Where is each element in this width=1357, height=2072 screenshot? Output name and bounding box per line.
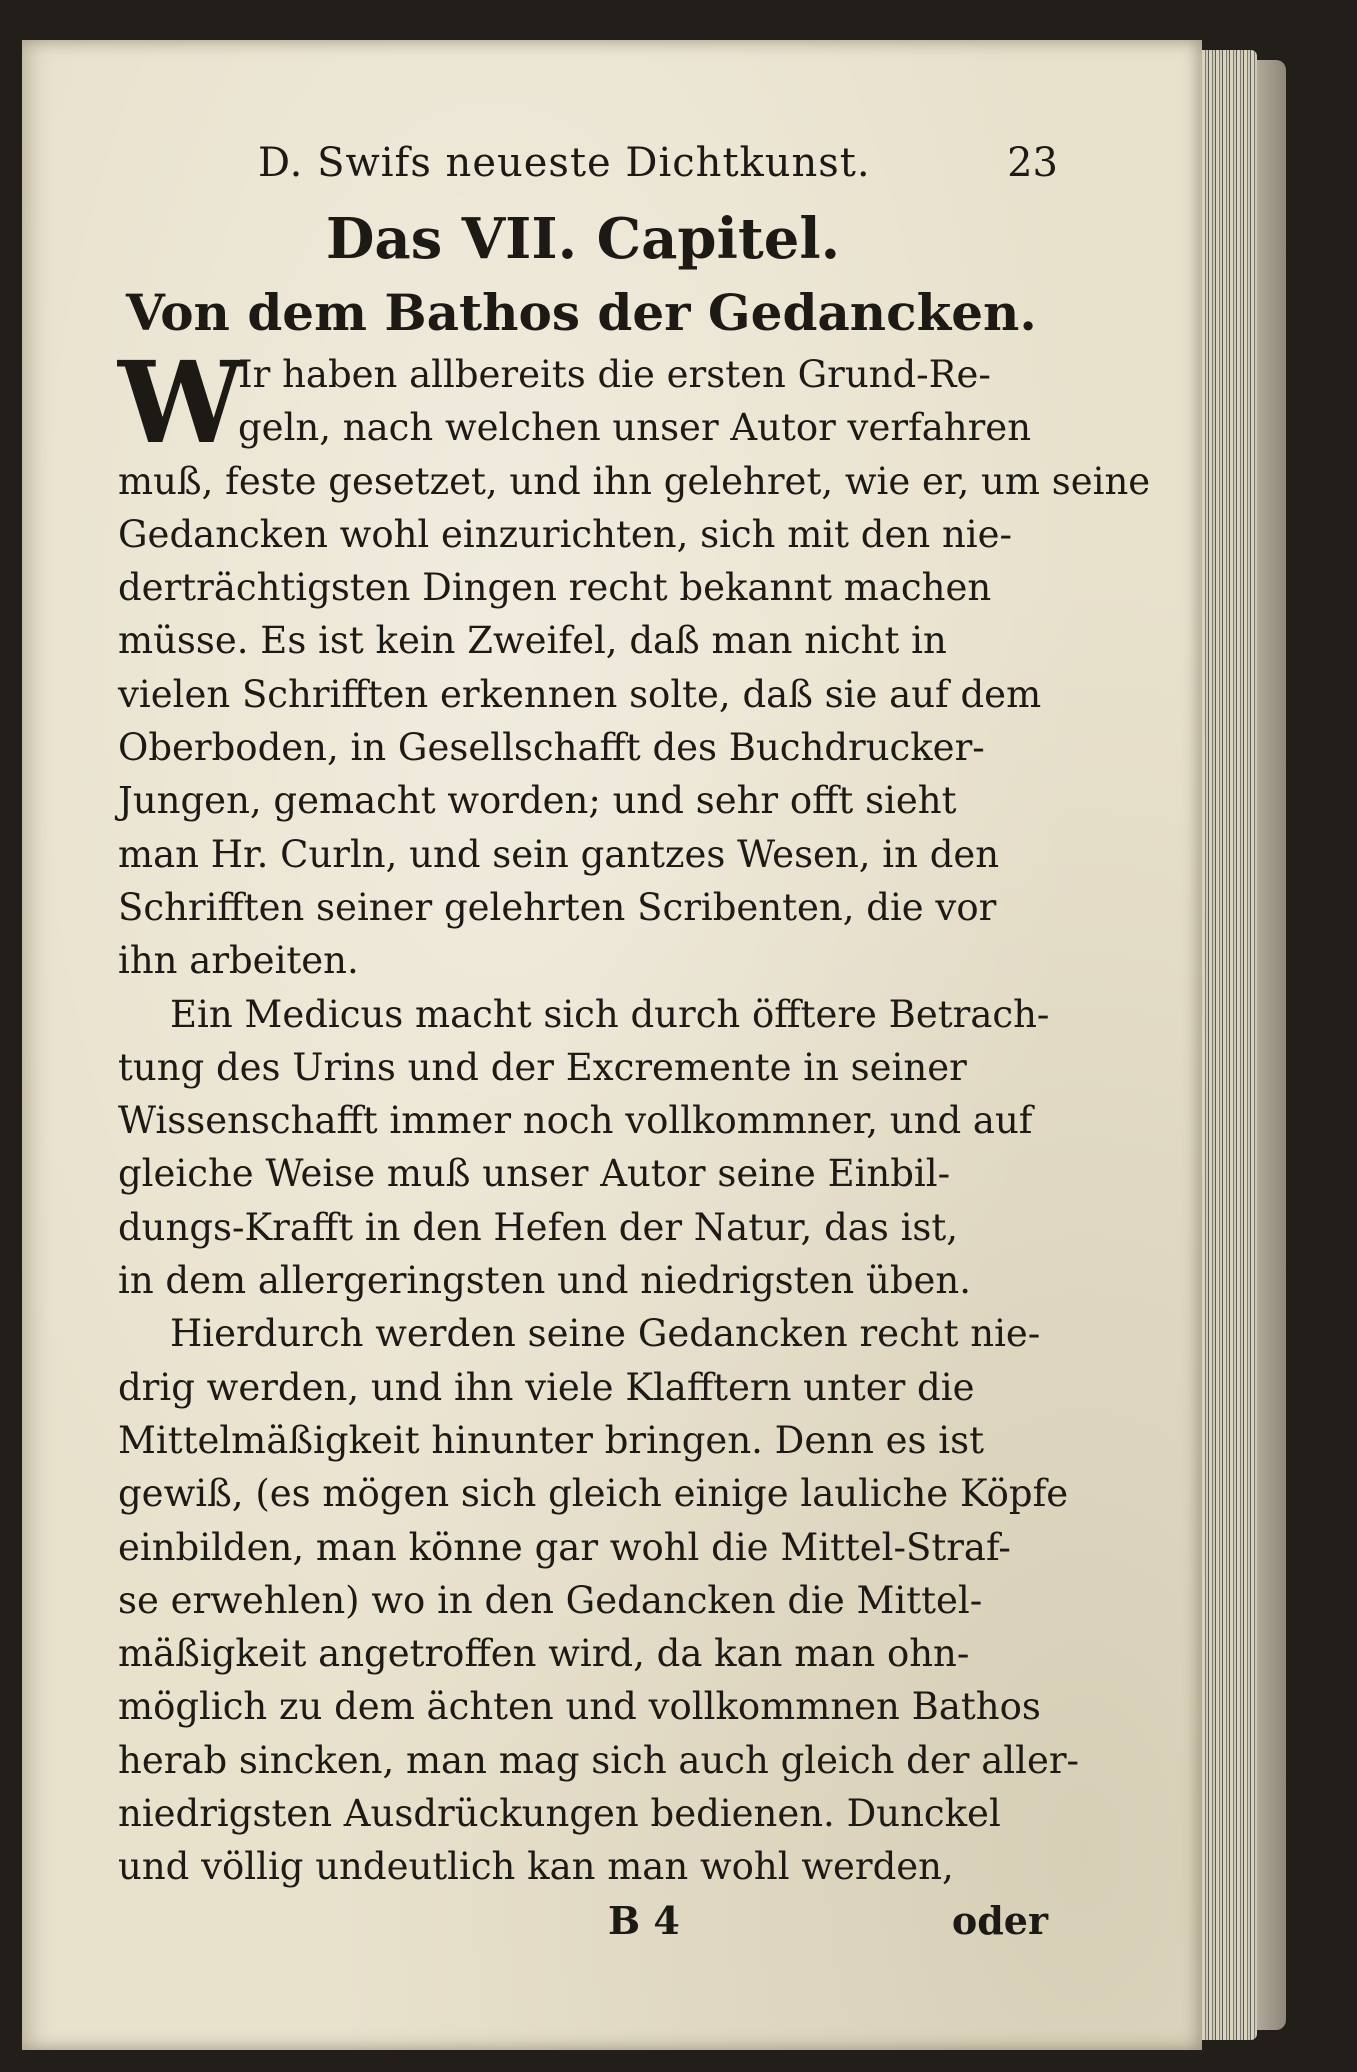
text-line: derträchtigsten Dingen recht bekannt machen — [118, 566, 992, 610]
text-line: und völlig undeutlich kan man wohl werden, — [118, 1845, 954, 1889]
catchword: oder — [951, 1897, 1048, 1943]
text-line: gewiß, (es mögen sich gleich einige lauliche Köpfe — [118, 1472, 1069, 1516]
page-number: 23 — [1007, 140, 1058, 186]
text-line: muß, feste gesetzet, und ihn gelehret, wie er, um seine — [118, 459, 1151, 503]
text-line: Ein Medicus macht sich durch öfftere Betrach- — [170, 992, 1050, 1036]
page-edges — [1195, 50, 1257, 2040]
text-line: Jungen, gemacht worden; und sehr offt sieht — [118, 779, 957, 823]
text-line: Schrifften seiner gelehrten Scribenten, die vor — [118, 885, 997, 929]
chapter-subtitle: Von dem Bathos der Gedancken. — [126, 283, 1037, 342]
text-line: drig werden, und ihn viele Klafftern unter die — [118, 1365, 975, 1409]
text-line: Ir haben allbereits die ersten Grund-Re- — [238, 353, 991, 396]
text-line: müsse. Es ist kein Zweifel, daß man nicht in — [118, 619, 947, 663]
chapter-title: Das VII. Capitel. — [325, 206, 841, 272]
paragraph-1 — [118, 338, 1151, 988]
text-line: dungs-Krafft in den Hefen der Natur, das ist, — [118, 1205, 959, 1249]
page-footer — [118, 1898, 1048, 1954]
signature-mark: B 4 — [608, 1897, 680, 1943]
text-line: gleiche Weise muß unser Autor seine Einbil- — [118, 1152, 951, 1196]
paragraph-2 — [118, 988, 1048, 1308]
text-line: mäßigkeit angetroffen wird, da kan man ohn- — [118, 1632, 970, 1676]
paragraph-3 — [118, 1307, 1080, 1893]
text-line: se erwehlen) wo in den Gedancken die Mittel- — [118, 1578, 983, 1622]
text-line: tung des Urins und der Excremente in seiner — [118, 1045, 967, 1089]
text-line: einbilden, man könne gar wohl die Mittel-Straf- — [118, 1525, 1011, 1569]
text-line: Wissenschafft immer noch vollkommner, und auf — [118, 1099, 1033, 1143]
drop-cap: W — [118, 338, 244, 469]
text-line: Hierdurch werden seine Gedancken recht nie- — [170, 1312, 1041, 1356]
text-line: Mittelmäßigkeit hinunter bringen. Denn es ist — [118, 1418, 984, 1462]
text-line: niedrigsten Ausdrückungen bedienen. Dunckel — [118, 1792, 1001, 1836]
text-line: möglich zu dem ächten und vollkommnen Bathos — [118, 1685, 1041, 1729]
page-text — [118, 140, 1151, 1954]
text-line: herab sincken, man mag sich auch gleich der aller- — [118, 1738, 1080, 1782]
text-line: Gedancken wohl einzurichten, sich mit den nie- — [118, 512, 1013, 556]
running-title: D. Swifs neueste Dichtkunst. — [258, 140, 871, 186]
running-head — [258, 140, 1058, 200]
text-line: in dem allergeringsten und niedrigsten üben. — [118, 1259, 972, 1303]
text-line: vielen Schrifften erkennen solte, daß sie auf dem — [118, 672, 1042, 716]
text-line: man Hr. Curln, und sein gantzes Wesen, in den — [118, 832, 1000, 876]
text-line: Oberboden, in Gesellschafft des Buchdrucker- — [118, 726, 985, 770]
text-line: ihn arbeiten. — [118, 939, 359, 983]
text-line: geln, nach welchen unser Autor verfahren — [238, 406, 1032, 450]
